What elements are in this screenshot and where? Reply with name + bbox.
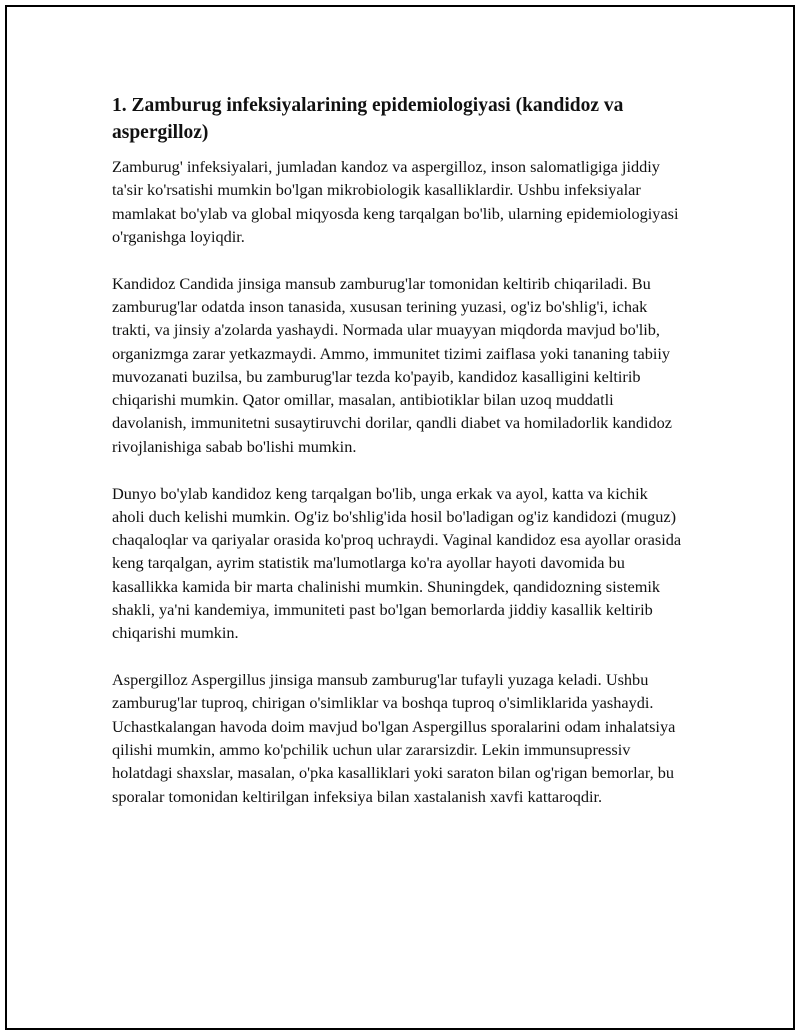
document-body [112,92,682,831]
paragraph-candidiasis: Kandidoz Candida jinsiga mansub zamburug'lar tomonidan keltirib chiqariladi. Bu zamburug'lar odatda inson tanasida, xususan terining yuzasi, og'iz bo'shlig'i, ichak trakti, va jinsiy a'zolarda yashaydi. Normada ular muayyan miqdorda mavjud bo'lib, organizmga zarar yetkazmaydi. Ammo, immunitet tizimi zaiflasa yoki tananing tabiiy muvozanati buzilsa, bu zamburug'lar tezda ko'payib, kandidoz kasalligini keltirib chiqarishi mumkin. Qator omillar, masalan, antibiotiklar bilan uzoq muddatli davolanish, immunitetni susaytiruvchi dorilar, qandli diabet va homiladorlik kandidoz rivojlanishiga sabab bo'lishi mumkin. [112,273,673,456]
paragraph-intro: Zamburug' infeksiyalari, jumladan kandoz va aspergilloz, inson salomatligiga jiddiy ta'sir ko'rsatishi mumkin bo'lgan mikrobiologik kasalliklardir. Ushbu infeksiyalar mamlakat bo'ylab va global miqyosda keng tarqalgan bo'lib, ularning epidemiologiyasi o'rganishga loyiqdir. [112,157,679,246]
paragraph-candidiasis-prevalence: Dunyo bo'ylab kandidoz keng tarqalgan bo'lib, unga erkak va ayol, katta va kichik aholi duch kelishi mumkin. Og'iz bo'shlig'ida hosil bo'ladigan og'iz kandidozi (muguz) chaqaloqlar va qariyalar orasida ko'proq uchraydi. Vaginal kandidoz esa ayollar orasida keng tarqalgan, ayrim statistik ma'lumotlarga ko'ra ayollar hayoti davomida bu kasallikka kamida bir marta chalinishi mumkin. Shuningdek, qandidozning sistemik shakli, ya'ni kandemiya, immuniteti past bo'lgan bemorlarda jiddiy kasallik keltirib chiqarishi mumkin. [112,483,682,643]
document-title: 1. Zamburug infeksiyalarining epidemiologiyasi (kandidoz va aspergilloz) [112,95,624,143]
paragraph-aspergillosis: Aspergilloz Aspergillus jinsiga mansub zamburug'lar tufayli yuzaga keladi. Ushbu zamburug'lar tuproq, chirigan o'simliklar va boshqa tuproq o'simliklarida yashaydi. Uchastkalangan havoda doim mavjud bo'lgan Aspergillus sporalarini odam inhalatsiya qilishi mumkin, ammo ko'pchilik uchun ular zararsizdir. Lekin immunsupressiv holatdagi shaxslar, masalan, o'pka kasalliklari yoki saraton bilan og'rigan bemorlar, bu sporalar tomonidan keltirilgan infeksiya bilan xastalanish xavfi kattaroqdir. [112,670,676,806]
